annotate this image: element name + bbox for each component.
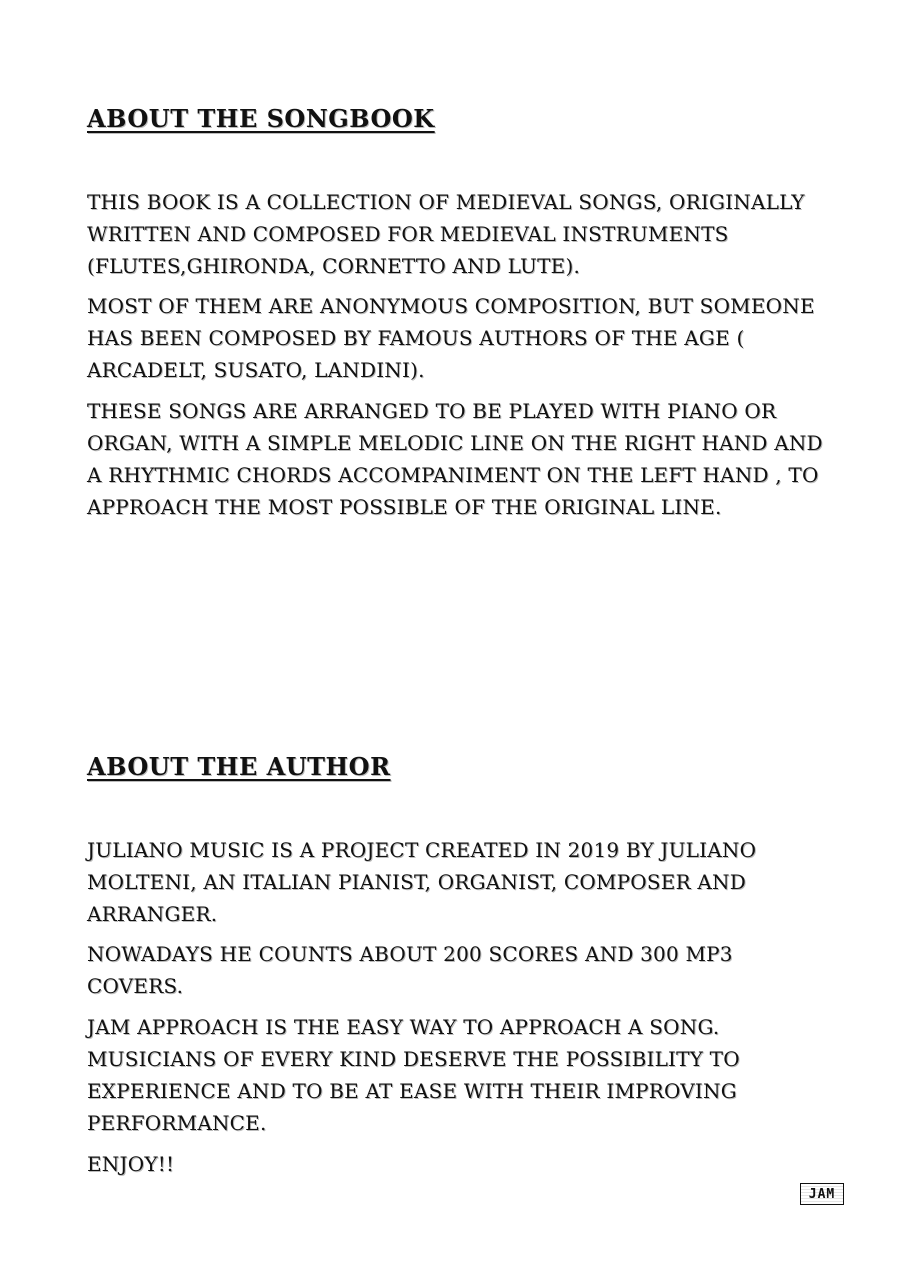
songbook-paragraph-3: THESE SONGS ARE ARRANGED TO BE PLAYED WITH PIANO OR ORGAN, WITH A SIMPLE MELODIC LINE ON THE RIGHT HAND AND A RHYTHMIC CHORDS ACCOMPANIMENT ON THE LEFT HAND , TO APPROACH THE MOST POSSIBLE OF THE ORIGINAL LINE. [87, 399, 823, 519]
jam-logo-text: JAM [808, 1186, 836, 1202]
author-paragraph-4: ENJOY!! [87, 1152, 175, 1176]
jam-logo [800, 1183, 844, 1205]
author-paragraph-1: JULIANO MUSIC IS A PROJECT CREATED IN 2019 BY JULIANO MOLTENI, AN ITALIAN PIANIST, ORGANIST, COMPOSER AND ARRANGER. [87, 838, 757, 926]
author-paragraph-3: JAM APPROACH IS THE EASY WAY TO APPROACH A SONG. MUSICIANS OF EVERY KIND DESERVE THE POSSIBILITY TO EXPERIENCE AND TO BE AT EASE WITH THEIR IMPROVING PERFORMANCE. [87, 1015, 740, 1135]
songbook-heading: ABOUT THE SONGBOOK [87, 104, 435, 134]
author-paragraph-2: NOWADAYS HE COUNTS ABOUT 200 SCORES AND 300 MP3 COVERS. [87, 942, 733, 998]
author-heading: ABOUT THE AUTHOR [87, 752, 391, 782]
songbook-paragraph-1: THIS BOOK IS A COLLECTION OF MEDIEVAL SONGS, ORIGINALLY WRITTEN AND COMPOSED FOR MEDIEVAL INSTRUMENTS (FLUTES,GHIRONDA, CORNETTO AND LUTE). [87, 190, 805, 278]
songbook-paragraph-2: MOST OF THEM ARE ANONYMOUS COMPOSITION, BUT SOMEONE HAS BEEN COMPOSED BY FAMOUS AUTHORS OF THE AGE ( ARCADELT, SUSATO, LANDINI). [87, 294, 815, 382]
